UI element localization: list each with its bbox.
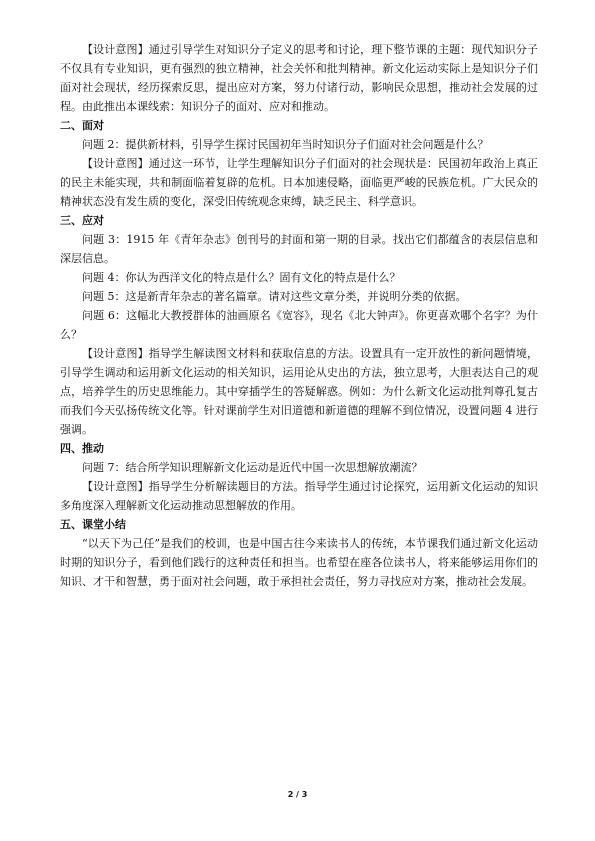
paragraph: 【设计意图】通过这一环节，让学生理解知识分子们面对的社会现状是：民国初年政治上真正的民主未能实现，共和制面临着复辟的危机。日本加速侵略，面临更严峻的民族危机。广大民众的精神状态没有发生质的变化，深受旧传统观念束缚，缺乏民主、科学意识。 — [60, 157, 538, 208]
section-heading: 三、应对 — [60, 214, 104, 227]
paragraph: 【设计意图】指导学生分析解读题目的方法。指导学生通过讨论探究，运用新文化运动的知识多角度深入理解新文化运动推动思想解放的作用。 — [60, 480, 538, 512]
paragraph: 【设计意图】通过引导学生对知识分子定义的思考和讨论，理下整节课的主题：现代知识分子不仅具有专业知识，更有强烈的独立精神，社会关怀和批判精神。新文化运动实际上是知识分子们面对社会现状，经历探索反思，提出应对方案，努力付诸行动，影响民众思想，推动社会发展的过程。由此推出本课线索：知识分子的面对、应对和推动。 — [60, 43, 538, 113]
paragraph: 问题 2：提供新材料，引导学生探讨民国初年当时知识分子们面对社会问题是什么？ — [82, 138, 489, 151]
paragraph: 问题 3：1915 年《青年杂志》创刊号的封面和第一期的目录。找出它们都蕴含的表层信息和深层信息。 — [60, 233, 538, 265]
page-number: 2 / 3 — [287, 790, 308, 799]
paragraph: 问题 7：结合所学知识理解新文化运动是近代中国一次思想解放潮流？ — [82, 461, 423, 474]
paragraph: 【设计意图】指导学生解读图文材料和获取信息的方法。设置具有一定开放性的新问题情境，引导学生调动和运用新文化运动的相关知识，运用论从史出的方法，独立思考，大胆表达自己的观点，培养学生的历史思维能力。其中穿插学生的答疑解惑。例如：为什么新文化运动批判尊孔复古而我们今天弘扬传统文化等。针对课前学生对旧道德和新道德的理解不到位情况，设置问题 4 进行强调。 — [60, 347, 538, 436]
section-heading: 五、课堂小结 — [60, 518, 126, 531]
document-body — [60, 40, 538, 591]
section-heading: 二、面对 — [60, 119, 104, 132]
paragraph: 问题 4：你认为西洋文化的特点是什么？固有文化的特点是什么？ — [82, 271, 401, 284]
paragraph: “以天下为己任”是我们的校训，也是中国古往今来读书人的传统，本节课我们通过新文化运动时期的知识分子，看到他们践行的这种责任和担当。也希望在座各位读书人，将来能够运用你们的知识、才干和智慧，勇于面对社会问题，敢于承担社会责任，努力寻找应对方案，推动社会发展。 — [60, 537, 538, 588]
section-heading: 四、推动 — [60, 442, 104, 455]
paragraph: 问题 6：这幅北大教授群体的油画原名《宽容》，现名《北大钟声》。你更喜欢哪个名字？为什么？ — [60, 309, 538, 341]
paragraph: 问题 5：这是新青年杂志的著名篇章。请对这些文章分类，并说明分类的依据。 — [82, 290, 467, 303]
